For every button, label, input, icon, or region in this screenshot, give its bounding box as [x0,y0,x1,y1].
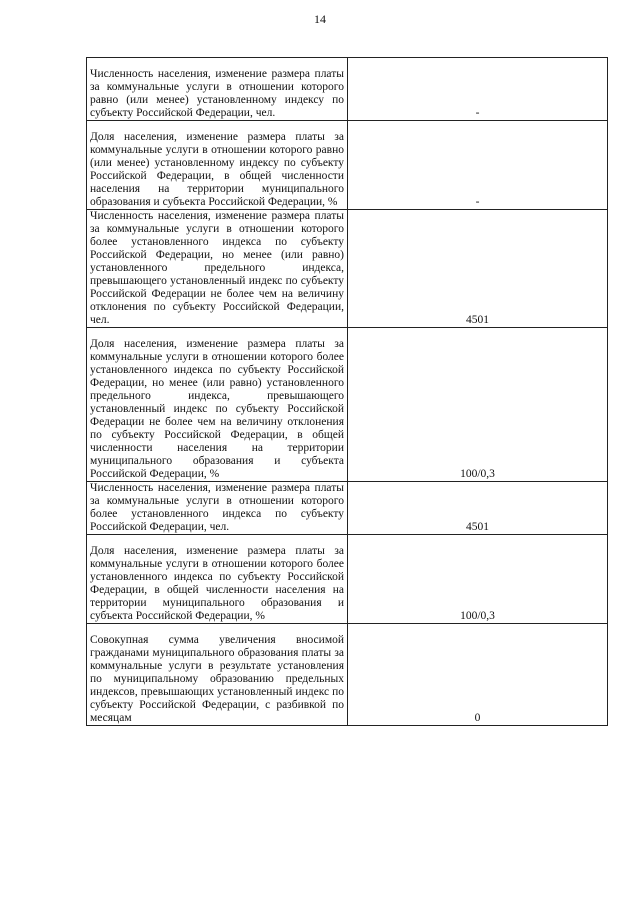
row-description: Доля населения, изменение размера платы за коммунальные услуги в отношении которого более установленного индекса по субъекту Российской Федерации, но менее (или равно) установленного предельного индекса, превышающего установленный индекс по субъекту Российской Федерации не более чем на величину отклонения по субъекту Российской Федерации, в общей численности населения на территории муниципального образования и субъекта Российской Федерации, % [87,328,348,482]
row-value: 4501 [348,210,608,328]
row-description: Совокупная сумма увеличения вносимой гражданами муниципального образования платы за коммунальные услуги в результате установления по муниципальному образованию предельных индексов, превышающих установленный индекс по субъекту Российской Федерации, с разбивкой по месяцам [87,624,348,726]
row-value: 100/0,3 [348,535,608,624]
row-value: 100/0,3 [348,328,608,482]
row-description: Численность населения, изменение размера платы за коммунальные услуги в отношении которого равно (или менее) установленному индексу по субъекту Российской Федерации, чел. [87,58,348,121]
row-value: 0 [348,624,608,726]
table-row [87,624,608,726]
table-row [87,58,608,121]
table-row [87,328,608,482]
row-description: Численность населения, изменение размера платы за коммунальные услуги в отношении которого более установленного индекса по субъекту Российской Федерации, чел. [87,482,348,535]
indicators-table [86,57,608,726]
page-number: 14 [314,12,326,26]
row-value: - [348,58,608,121]
table-row [87,482,608,535]
row-description: Численность населения, изменение размера платы за коммунальные услуги в отношении которого более установленного индекса по субъекту Российской Федерации, но менее (или равно) установленного предельного индекса, превышающего установленный индекс по субъекту Российской Федерации не более чем на величину отклонения по субъекту Российской Федерации, чел. [87,210,348,328]
row-description: Доля населения, изменение размера платы за коммунальные услуги в отношении которого более установленного индекса по субъекту Российской Федерации, в общей численности населения на территории муниципального образования и субъекта Российской Федерации, % [87,535,348,624]
row-value: - [348,121,608,210]
row-value: 4501 [348,482,608,535]
table-row [87,210,608,328]
table-row [87,535,608,624]
table-row [87,121,608,210]
row-description: Доля населения, изменение размера платы за коммунальные услуги в отношении которого равно (или менее) установленному индексу по субъекту Российской Федерации, в общей численности населения на территории муниципального образования и субъекта Российской Федерации, % [87,121,348,210]
